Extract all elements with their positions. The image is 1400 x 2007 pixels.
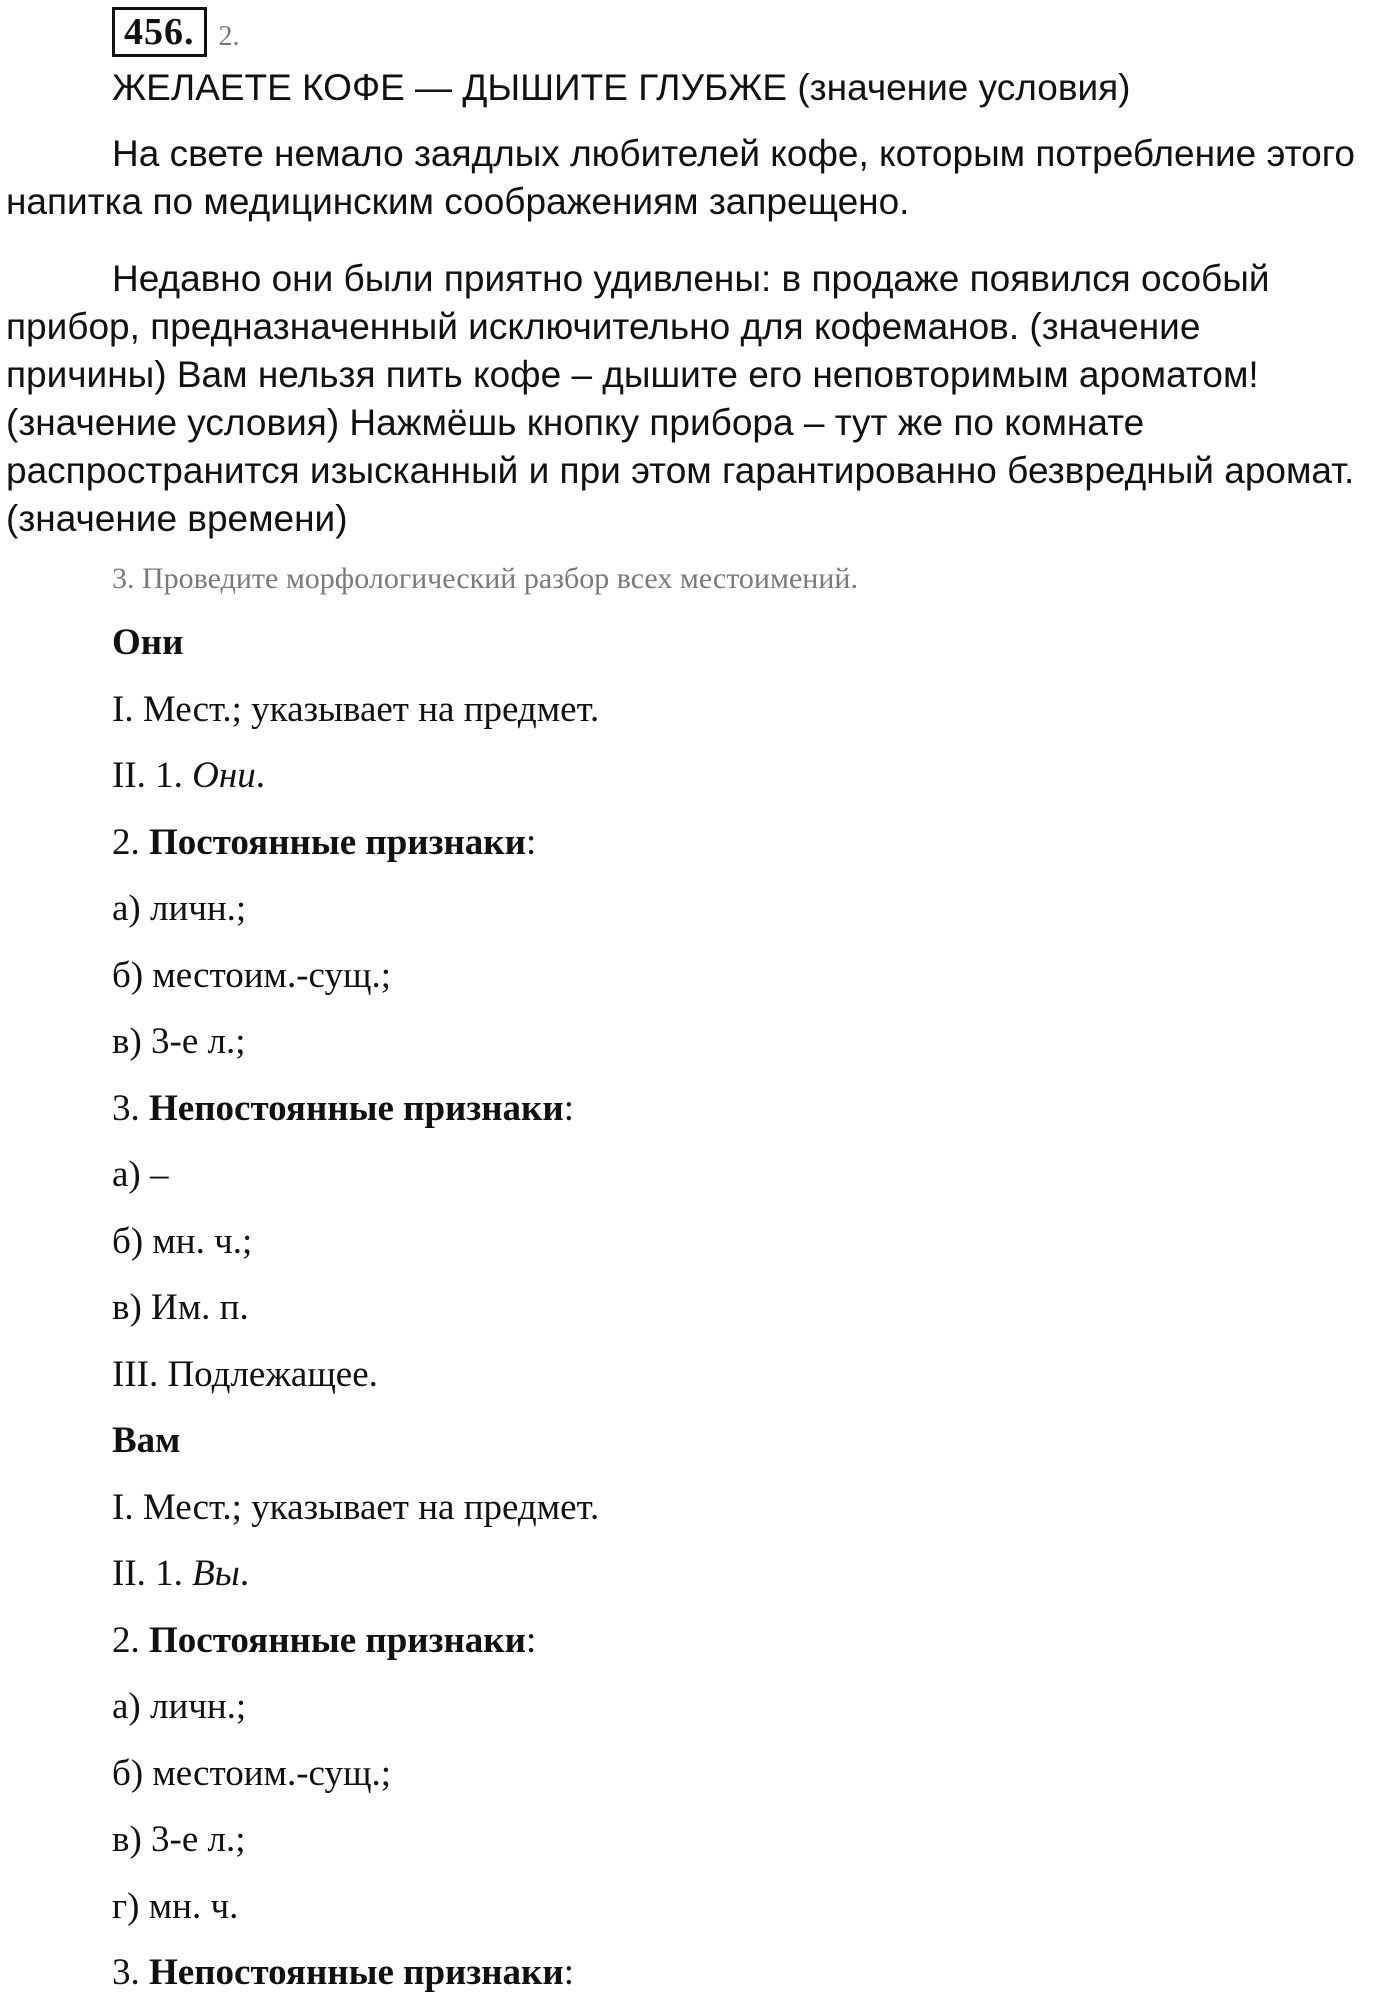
paragraph-2 — [6, 255, 1396, 543]
analysis-line: б) местоим.-сущ.; — [112, 954, 391, 996]
section-label: Непостоянные признаки — [149, 1087, 564, 1129]
section-colon: : — [525, 1619, 537, 1661]
pronoun-heading-oni: Они — [112, 622, 184, 663]
initial-form-line — [112, 1541, 1372, 1608]
analysis-line: в) 3-е л.; — [112, 1819, 246, 1860]
variable-features-heading — [112, 1076, 1372, 1143]
analysis-line: в) Им. п. — [112, 1287, 249, 1328]
variable-features-heading — [112, 1940, 1372, 2007]
section-number: 3. — [112, 1952, 149, 1993]
initial-form-suffix: . — [239, 1553, 250, 1594]
initial-form-line — [112, 743, 1372, 810]
paragraph-1 — [6, 130, 1396, 226]
morphological-analysis — [112, 610, 1372, 2007]
paragraph-line: причины) Вам нельзя пить кофе – дышите его неповторимым ароматом! — [6, 354, 1259, 395]
section-label: Постоянные признаки — [149, 1619, 526, 1661]
paragraph-line: распространится изысканный и при этом гарантированно безвредный аромат. — [6, 450, 1355, 491]
task-number: 456. — [112, 7, 207, 57]
initial-form-word: Вы — [192, 1553, 240, 1594]
initial-form-word: Они — [192, 755, 256, 796]
analysis-line: I. Мест.; указывает на предмет. — [112, 1486, 600, 1528]
section-colon: : — [525, 821, 537, 863]
section-number: 2. — [112, 1619, 149, 1661]
text-title: ЖЕЛАЕТЕ КОФЕ — ДЫШИТЕ ГЛУБЖЕ (значение условия) — [112, 67, 1131, 108]
task-3-instruction: 3. Проведите морфологический разбор всех местоимений. — [112, 562, 858, 595]
pronoun-heading-vam: Вам — [112, 1420, 181, 1461]
analysis-line: а) личн.; — [112, 1686, 247, 1727]
paragraph-line: (значение условия) Нажмёшь кнопку прибора – тут же по комнате — [6, 402, 1145, 443]
syntactic-role-line: III. Подлежащее. — [112, 1353, 378, 1395]
section-number: 2. — [112, 821, 149, 863]
initial-form-prefix: II. 1. — [112, 755, 193, 796]
analysis-line: б) мн. ч.; — [112, 1220, 253, 1262]
paragraph-line: (значение времени) — [6, 498, 348, 539]
analysis-line: б) местоим.-сущ.; — [112, 1752, 391, 1794]
paragraph-line: Недавно они были приятно удивлены: в продаже появился особый — [112, 258, 1270, 299]
section-number: 3. — [112, 1087, 149, 1129]
paragraph-line: На свете немало заядлых любителей кофе, которым потребление этого — [112, 133, 1355, 174]
task-header — [112, 6, 240, 58]
section-label: Постоянные признаки — [149, 821, 526, 863]
analysis-line: I. Мест.; указывает на предмет. — [112, 688, 600, 730]
paragraph-line: напитка по медицинским соображениям запрещено. — [6, 181, 910, 222]
task-part-label: 2. — [218, 21, 240, 52]
paragraph-line: прибор, предназначенный исключительно для кофеманов. (значение — [6, 306, 1201, 347]
analysis-line: г) мн. ч. — [112, 1885, 239, 1927]
initial-form-suffix: . — [255, 755, 265, 796]
section-colon: : — [563, 1952, 574, 1993]
constant-features-heading — [112, 810, 1372, 877]
initial-form-prefix: II. 1. — [112, 1553, 193, 1594]
section-label: Непостоянные признаки — [149, 1952, 564, 1993]
constant-features-heading — [112, 1608, 1372, 1675]
analysis-line: в) 3-е л.; — [112, 1021, 246, 1062]
analysis-line: а) – — [112, 1154, 169, 1195]
analysis-line: а) личн.; — [112, 888, 247, 929]
section-colon: : — [563, 1087, 574, 1129]
